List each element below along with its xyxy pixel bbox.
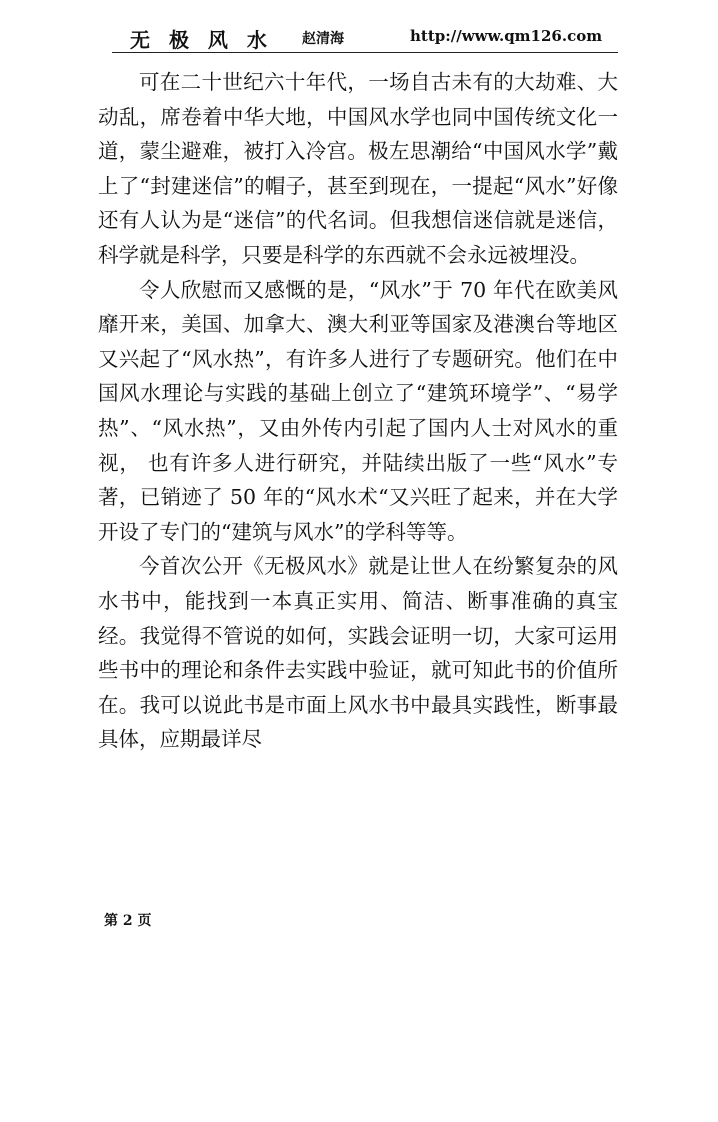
book-title: 无 极 风 水 — [130, 28, 273, 52]
author-name: 赵清海 — [302, 31, 344, 47]
paragraph-1: 可在二十世纪六十年代，一场自古未有的大劫难、大动乱，席卷着中华大地，中国风水学也同中国传统文化一道，蒙尘避难，被打入冷宫。极左思潮给“中国风水学”戴上了“封建迷信”的帽子，甚至到现在，一提起“风水”好像还有人认为是“迷信”的代名词。但我想信迷信就是迷信，科学就是科学，只要是科学的东西就不会永远被埋没。 — [98, 70, 618, 267]
paragraph-2: 令人欣慰而又感慨的是，“风水”于 70 年代在欧美风靡开来，美国、加拿大、澳大利亚等国家及港澳台等地区又兴起了“风水热”，有许多人进行了专题研究。他们在中国风水理论与实践的基础上创立了“建筑环境学”、“易学热”、“风水热”，又由外传内引起了国内人士对风水的重视， 也有许多人进行研究，并陆续出版了一些“风水”专著，已销迹了 50 年的“风水术“又兴旺了起来，并在大学开设了专门的“建筑与风水”的学科等等。 — [98, 277, 618, 544]
paragraph-3: 今首次公开《无极风水》就是让世人在纷繁复杂的风水书中，能找到一本真正实用、简洁、断事准确的真宝经。我觉得不管说的如何，实践会证明一切，大家可运用些书中的理论和条件去实践中验证，就可知此书的价值所在。我可以说此书是市面上风水书中最具实践性，断事最具体，应期最详尽 — [98, 554, 618, 752]
page-header — [112, 22, 618, 53]
website-url: http://www.qm126.com — [410, 27, 603, 45]
body-text — [98, 65, 618, 757]
page-number: 第 2 页 — [104, 913, 152, 929]
